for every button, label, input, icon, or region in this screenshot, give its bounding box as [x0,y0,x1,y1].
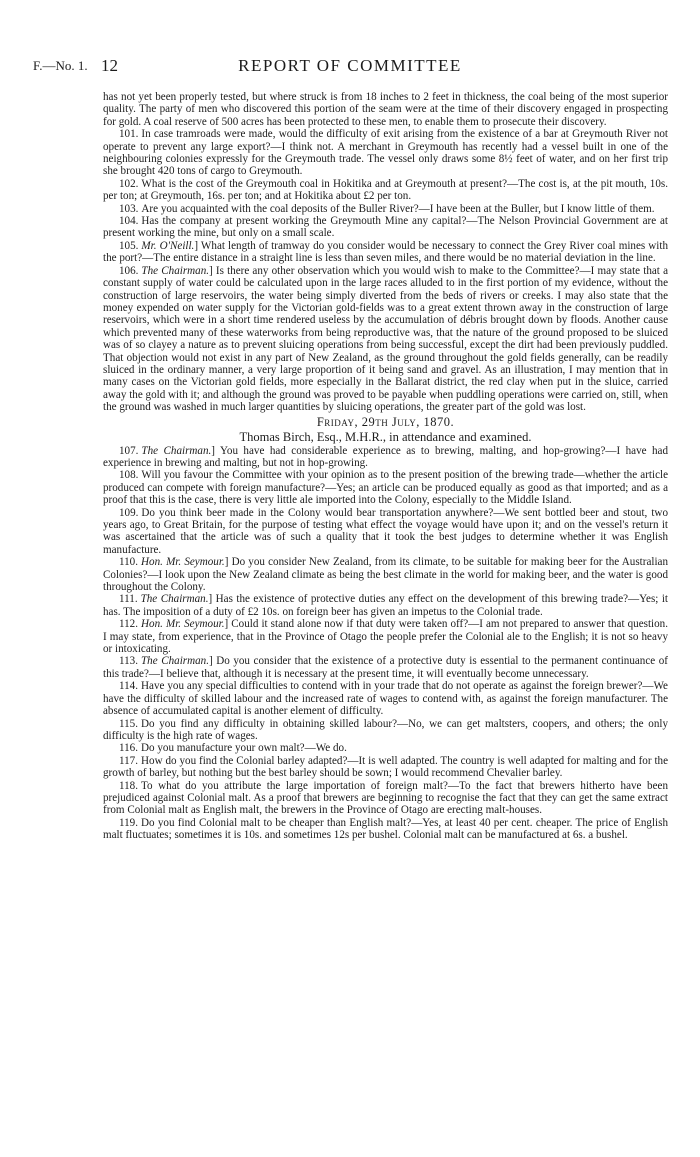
question-paragraph [103,593,668,618]
paragraphs-after [103,445,668,842]
question-number: 115. [119,717,139,730]
question-number: 106. [119,264,139,277]
question-paragraph [103,680,668,717]
page-number: 12 [101,56,118,75]
question-paragraph [103,469,668,506]
speaker-name: The Chairman. [140,593,209,606]
witness-line: Thomas Birch, Esq., M.H.R., in attendance and examined. [239,429,532,444]
question-number: 116. [119,742,139,755]
question-paragraph [103,742,668,754]
speaker-name: The Chairman. [141,264,210,277]
paragraph-text: Do you think beer made in the Colony would bear transportation anywhere?—We sent bottled beer and stout, two years ago, to Great Britain, for the purpose of testing what effect the voyage would have upon it; and on the vessel's return it was ascertained that the article was of such a quality that it took the best judges to determine whether it was English manufacture. [103,506,668,556]
question-paragraph [103,240,668,265]
question-number: 104. [119,215,139,228]
paragraph-text: Has the company at present working the Greymouth Mine any capital?—The Nelson Provincial Government are at present working the mine, but only on a small scale. [103,215,668,240]
question-number: 112. [119,618,139,631]
question-paragraph [103,178,668,203]
paragraph-text: Do you find any difficulty in obtaining skilled labour?—No, we can get maltsters, coopers, and others; the only difficulty is the high rate of wages. [103,717,668,742]
speaker-name: Mr. O'Neill. [141,239,195,252]
question-number: 105. [119,239,139,252]
question-paragraph [103,215,668,240]
question-number: 107. [119,444,139,457]
paragraph-text: ] Do you consider New Zealand, from its climate, to be suitable for making beer for the Australian Colonies?—I look upon the New Zealand climate as being the best climate in the world for making beer, and the water is good throughout the Colony. [103,556,668,594]
paragraph-text: How do you find the Colonial barley adapted?—It is well adapted. The country is well adapted for malting and for the growth of barley, but nothing but the best barley should be sown; I would recommend Chevalier barley. [103,754,668,780]
paragraph-text: Do you manufacture your own malt?—We do. [141,742,347,755]
question-number: 114. [119,680,139,693]
question-paragraph [103,556,668,593]
question-paragraph [103,780,668,817]
paragraph-text: ] Is there any other observation which you would wish to make to the Committee?—I may state that a constant supply of water could be calculated upon in the large races alluded to in the first portion of my evidence, without the construction of large reservoirs, the water being simply diverted from the beds of rivers or creeks. I may also state that the money expended on water supply for the Victorian gold-fields was to a great extent thrown away in the construction of large reservoirs, which were in a short time rendered useless by the accumulation of débris brought down by floods. Another cause which prevented many of these waterworks from being reproductive was, that the nature of the ground proposed to be sluiced was of so clayey a nature as to prevent sluicing operations from being successful, except the dirt had been previously puddled. That objection would not exist in any part of New Zealand, as the ground throughout the gold fields generally, can be readily sluiced in the ordinary manner, a very large proportion of it being sand and gravel. As an illustration, I may mention that in many cases on the Victorian gold fields, more especially in the Ballarat district, the red clay when put in the sluice, carried away the gold with it; and although the ground was proved to be payable when puddling operations were carried on, still, when the ground was washed in much larger quantities by sluicing operations, the greater part of the gold was lost. [103,264,668,414]
document-body [103,91,668,842]
question-paragraph [103,618,668,655]
question-paragraph [103,655,668,680]
question-number: 103. [119,202,139,215]
question-paragraph [103,507,668,557]
question-paragraph [103,817,668,842]
question-number: 118. [119,779,139,792]
paragraph-text: Do you find Colonial malt to be cheaper than English malt?—Yes, at least 40 per cent. cheaper. The price of English malt fluctuates; sometimes it is 10s. and sometimes 12s per bushel. Colonial malt can be manufactured at 6s. a bushel. [103,816,668,842]
paragraph-text: has not yet been properly tested, but where struck is from 18 inches to 2 feet in thickness, the coal being of the most superior quality. The party of men who discovered this portion of the seam were at the time of their discovery engaged in prospecting for gold. A coal reserve of 500 acres has been protected to these men, to enable them to prosecute their discovery. [103,91,668,128]
speaker-name: Hon. Mr. Seymour. [141,618,225,631]
paper-reference: F.—No. 1. [33,58,88,73]
question-number: 110. [119,556,139,569]
question-number: 109. [119,506,139,519]
question-paragraph [103,91,668,128]
sitting-date: Friday, 29th July, 1870. [316,414,455,429]
paragraph-text: ] Has the existence of protective duties any effect on the development of this brewing trade?—Yes; it has. The imposition of a duty of £2 10s. on foreign beer has given an impetus to the Colonial trade. [103,593,669,618]
paragraph-text: ] Could it stand alone now if that duty were taken off?—I am not prepared to answer that question. I may state, from experience, that in the Province of Otago the people prefer the Colonial ale to the English; it is not so heavy or intoxicating. [103,618,669,656]
paragraph-text: ] You have had considerable experience as to brewing, malting, and hop-growing?—I have had experience in brewing and malting, but not in hop-growing. [103,444,668,469]
question-paragraph [103,445,668,470]
question-number: 113. [119,655,139,668]
question-paragraph [103,755,668,780]
question-paragraph [103,203,668,215]
paragraph-text: To what do you attribute the large importation of foreign malt?—To the fact that brewers hitherto have been prejudiced against Colonial malt. As a proof that brewers are beginning to recognise the fact that they can get the same extract from Colonial malt as English malt, the brewers in the Province of Otago are erecting malt-houses. [103,779,668,817]
page-header [0,56,700,78]
paragraph-text: ] Do you consider that the existence of a protective duty is essential to the permanent continuance of this trade?—I believe that, although it is necessary at the present time, it will eventually become unnecessary. [103,655,668,680]
paragraph-text: What is the cost of the Greymouth coal in Hokitika and at Greymouth at present?—The cost is, at the pit mouth, 10s. per ton; at Greymouth, 16s. per ton; and at Hokitika about £2 per ton. [103,177,668,203]
speaker-name: The Chairman. [141,655,209,668]
question-number: 119. [119,816,139,829]
speaker-name: Hon. Mr. Seymour. [141,556,225,569]
question-number: 108. [119,469,139,482]
question-number: 102. [119,177,139,190]
paragraph-text: ] What length of tramway do you consider would be necessary to connect the Grey River coal mines with the port?—The entire distance in a straight line is less than seven miles, and there would be no material deviation in the line. [103,239,668,265]
speaker-name: The Chairman. [141,444,212,457]
paragraph-text: In case tramroads were made, would the difficulty of exit arising from the existence of a bar at Greymouth River not operate to prevent any large export?—I think not. A merchant in Greymouth has recently had a vessel built in one of the neighbouring colonies expressly for the Greymouth trade. The vessel only draws some 8½ feet of water, and on her first trip she brought 420 tons of cargo to Greymouth. [103,128,668,178]
question-number: 111. [119,593,138,606]
page-title: REPORT OF COMMITTEE [238,56,462,75]
question-number: 101. [119,128,139,141]
question-number: 117. [119,754,139,767]
paragraph-text: Have you any special difficulties to contend with in your trade that do not operate as against the foreign brewer?—We have the difficulty of skilled labour and the increased rate of wages to contend with, as against the foreign manufacturer. The absence of accumulated capital is another element of difficulty. [103,680,668,718]
paragraph-text: Are you acquainted with the coal deposits of the Buller River?—I have been at the Buller, but I know little of them. [141,202,655,215]
question-paragraph [103,265,668,414]
question-paragraph [103,128,668,178]
paragraphs-before [103,91,668,414]
paragraph-text: Will you favour the Committee with your opinion as to the present position of the brewing trade—whether the article produced can compete with foreign manufacture?—Yes; an article can be produced equally as good as that imported; and as a proof that this is the case, there is very little ale imported into the Colony, especially to the Middle Island. [103,469,668,507]
question-paragraph [103,718,668,743]
